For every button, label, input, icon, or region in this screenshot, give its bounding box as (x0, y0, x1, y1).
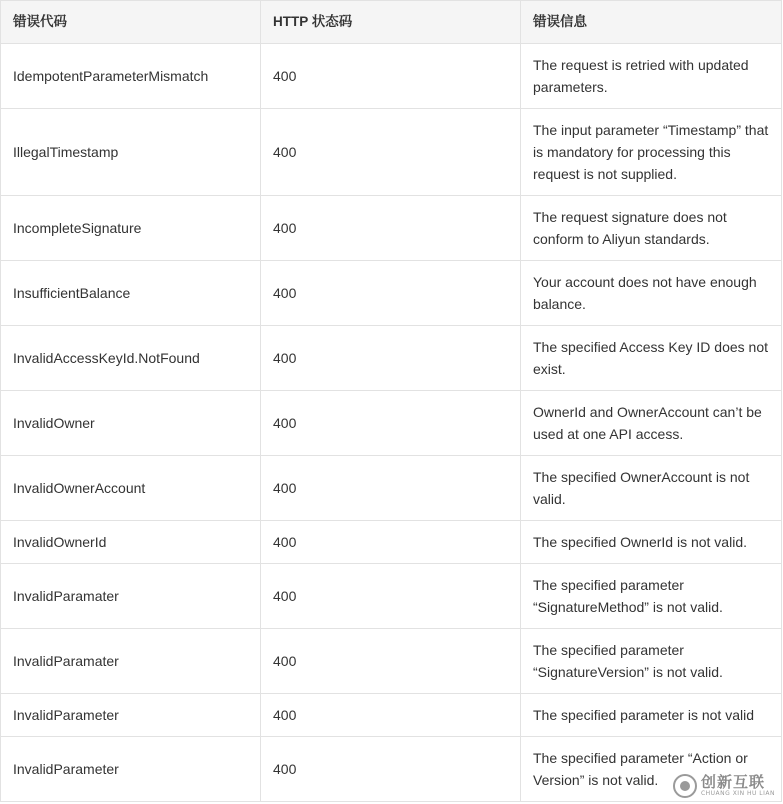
error-code-cell: InvalidOwner (1, 391, 261, 456)
message-cell: OwnerId and OwnerAccount can’t be used at one API access. (521, 391, 782, 456)
message-cell: The specified OwnerAccount is not valid. (521, 456, 782, 521)
status-cell: 400 (261, 261, 521, 326)
table-row (1, 326, 782, 391)
message-cell: The request is retried with updated parameters. (521, 44, 782, 109)
table-row (1, 629, 782, 694)
error-code-cell: InvalidParameter (1, 694, 261, 737)
header-error-message: 错误信息 (521, 1, 782, 44)
table-row (1, 391, 782, 456)
watermark-text (701, 775, 775, 797)
error-code-cell: InvalidParameter (1, 737, 261, 802)
watermark-subtitle: CHUANG XIN HU LIAN (700, 790, 775, 797)
table-row (1, 564, 782, 629)
error-code-cell: IllegalTimestamp (1, 109, 261, 196)
watermark-logo (669, 772, 779, 800)
status-cell: 400 (261, 326, 521, 391)
message-cell: The specified parameter “SignatureMethod” is not valid. (521, 564, 782, 629)
brand-logo-icon (673, 774, 697, 798)
message-cell: The specified parameter is not valid (521, 694, 782, 737)
message-cell: The input parameter “Timestamp” that is mandatory for processing this request is not supplied. (521, 109, 782, 196)
message-cell: The specified parameter “Action or Version” is not valid. (521, 737, 782, 802)
status-cell: 400 (261, 456, 521, 521)
status-cell: 400 (261, 737, 521, 802)
message-cell: The specified parameter “SignatureVersion” is not valid. (521, 629, 782, 694)
error-code-cell: InvalidAccessKeyId.NotFound (1, 326, 261, 391)
table-row (1, 521, 782, 564)
error-code-cell: InvalidParamater (1, 564, 261, 629)
table-row (1, 44, 782, 109)
status-cell: 400 (261, 196, 521, 261)
status-cell: 400 (261, 391, 521, 456)
table-row (1, 196, 782, 261)
error-code-cell: InsufficientBalance (1, 261, 261, 326)
error-code-cell: InvalidParamater (1, 629, 261, 694)
status-cell: 400 (261, 109, 521, 196)
status-cell: 400 (261, 44, 521, 109)
header-error-code: 错误代码 (1, 1, 261, 44)
table-row (1, 737, 782, 802)
message-cell: Your account does not have enough balance. (521, 261, 782, 326)
status-cell: 400 (261, 629, 521, 694)
table-row (1, 261, 782, 326)
table-header-row (1, 1, 782, 44)
header-http-status: HTTP 状态码 (261, 1, 521, 44)
error-code-cell: InvalidOwnerId (1, 521, 261, 564)
message-cell: The specified OwnerId is not valid. (521, 521, 782, 564)
error-code-cell: InvalidOwnerAccount (1, 456, 261, 521)
watermark-title: 创新互联 (700, 773, 765, 791)
table-row (1, 456, 782, 521)
status-cell: 400 (261, 694, 521, 737)
message-cell: The specified Access Key ID does not exist. (521, 326, 782, 391)
error-code-cell: IdempotentParameterMismatch (1, 44, 261, 109)
message-cell: The request signature does not conform to Aliyun standards. (521, 196, 782, 261)
table-row (1, 694, 782, 737)
status-cell: 400 (261, 521, 521, 564)
table-row (1, 109, 782, 196)
error-code-cell: IncompleteSignature (1, 196, 261, 261)
status-cell: 400 (261, 564, 521, 629)
